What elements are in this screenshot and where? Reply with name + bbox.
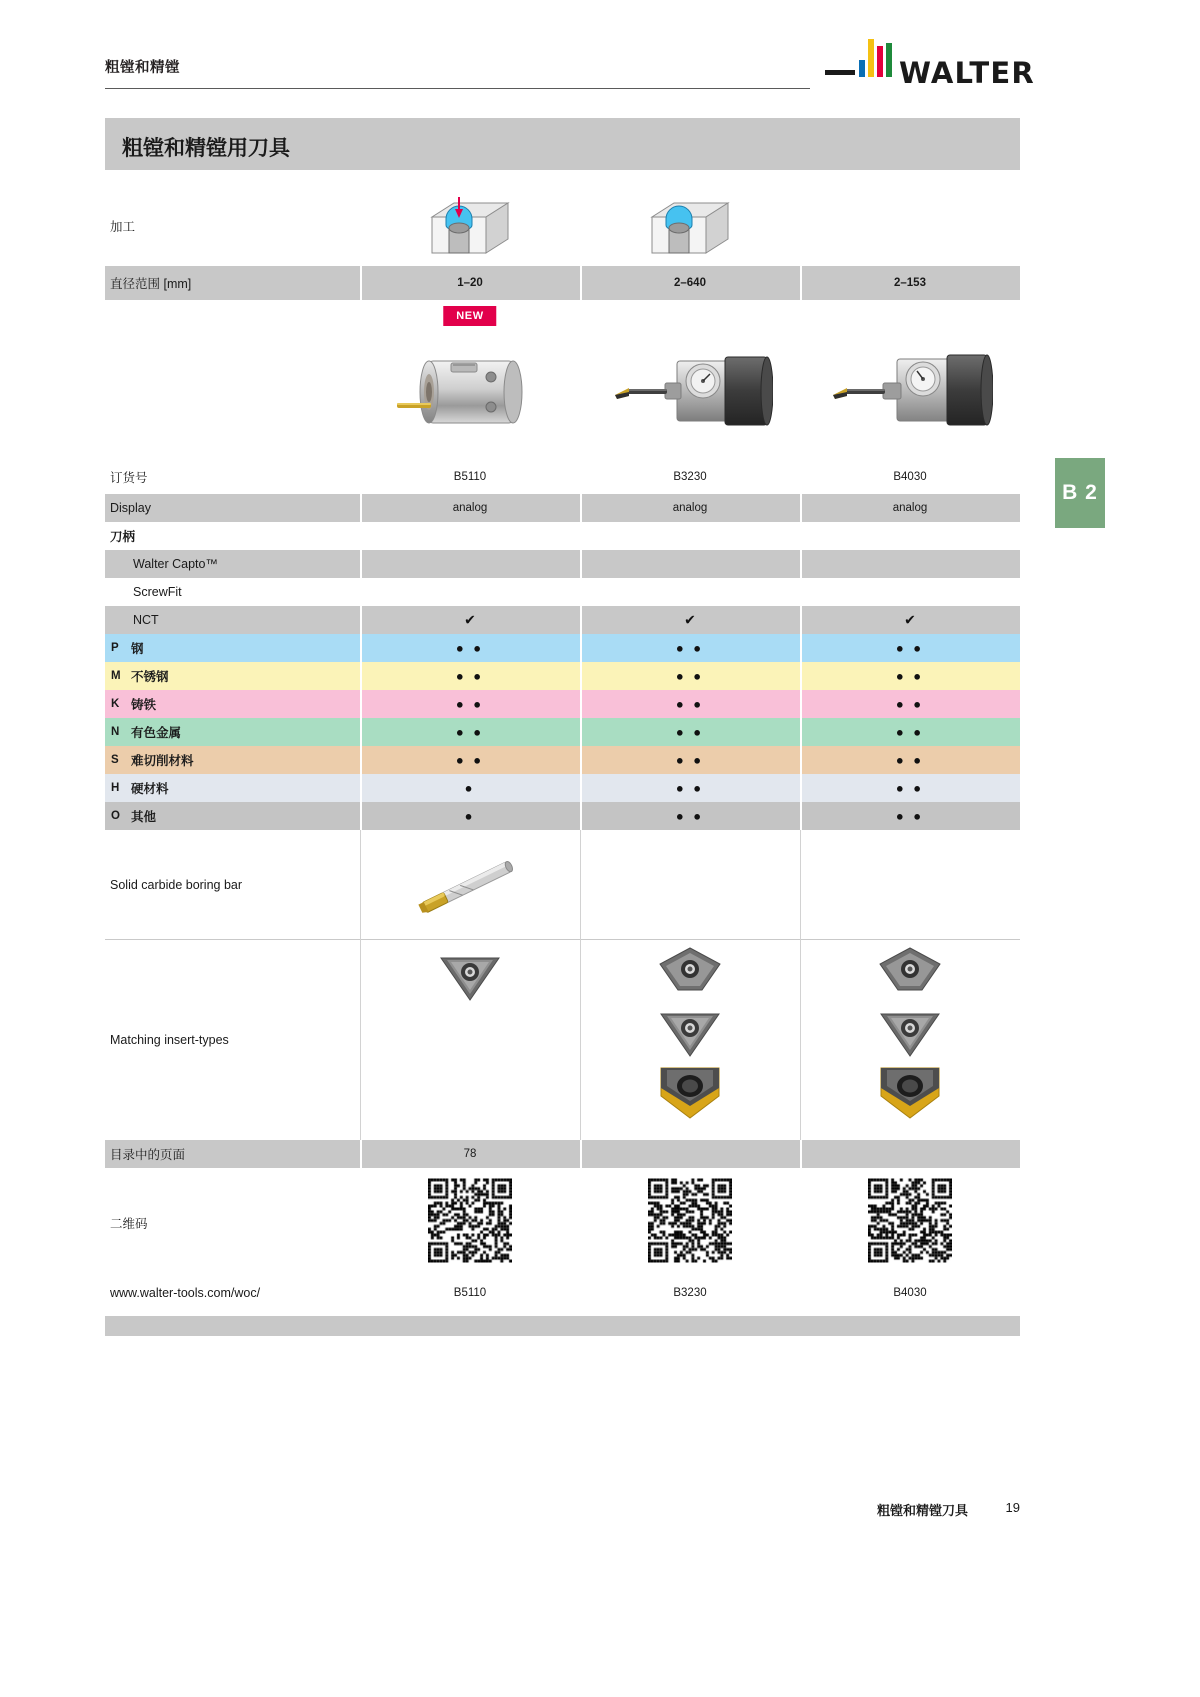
display-value-1: analog <box>452 502 488 514</box>
display-value-3: analog <box>892 502 928 514</box>
order-value-2: B3230 <box>673 471 707 483</box>
logo-dash-icon <box>825 70 855 75</box>
material-H-code: H <box>111 782 120 794</box>
woc-value-2: B3230 <box>673 1287 707 1299</box>
woc-cell-2 <box>580 1278 800 1308</box>
material-S-cell-3 <box>800 746 1020 774</box>
row-machining <box>105 186 1020 266</box>
material-H-cell-3 <box>800 774 1020 802</box>
material-N-value-2: ● ● <box>675 724 705 740</box>
material-M-value-1: ● ● <box>455 668 485 684</box>
material-O-cell-2 <box>580 802 800 830</box>
screwfit-cell-1 <box>360 578 580 606</box>
material-K-cell-2 <box>580 690 800 718</box>
insert-cell-2 <box>580 940 800 1140</box>
row-order-label: 订货号 <box>110 471 148 485</box>
qr-label-cell <box>105 1168 360 1278</box>
walter-capto-cell-3 <box>800 550 1020 578</box>
walter-capto-label: Walter Capto™ <box>133 557 218 571</box>
material-M-label-cell <box>105 662 360 690</box>
row-holder-heading <box>105 522 1020 550</box>
material-N-cell-2 <box>580 718 800 746</box>
diameter-cell-1 <box>360 266 580 300</box>
running-title: 粗镗和精镗 <box>105 60 180 76</box>
material-M-cell-1 <box>360 662 580 690</box>
page-title: 粗镗和精镗用刀具 <box>122 137 290 160</box>
woc-cell-3 <box>800 1278 1020 1308</box>
product-image-cell-3 <box>800 300 1020 460</box>
qr-cell-3 <box>800 1168 1020 1278</box>
material-N-value-3: ● ● <box>895 724 925 740</box>
row-screwfit <box>105 578 1020 606</box>
display-cell-2 <box>580 494 800 522</box>
product-photo-b4030 <box>827 343 993 443</box>
order-value-3: B4030 <box>893 471 927 483</box>
row-material-M <box>105 662 1020 690</box>
material-K-cell-3 <box>800 690 1020 718</box>
row-catalog-page <box>105 1140 1020 1168</box>
insert-cell-3 <box>800 940 1020 1140</box>
nct-cell-1 <box>360 606 580 634</box>
closing-band <box>105 1316 1020 1336</box>
material-P-cell-1 <box>360 634 580 662</box>
material-N-cell-3 <box>800 718 1020 746</box>
woc-label-cell <box>105 1278 360 1308</box>
material-N-name: 有色金属 <box>131 726 182 740</box>
insert-gold-2 <box>651 1062 729 1122</box>
diameter-cell-3 <box>800 266 1020 300</box>
order-value-1: B5110 <box>453 471 487 483</box>
screwfit-label-cell <box>105 578 360 606</box>
boring-bar-label-cell <box>105 830 360 940</box>
nct-label-cell <box>105 606 360 634</box>
insert-rhombic-3 <box>876 944 944 994</box>
material-O-value-2: ● ● <box>675 808 705 824</box>
material-H-cell-1 <box>360 774 580 802</box>
catalog-page-cell-3 <box>800 1140 1020 1168</box>
catalog-page-label-cell <box>105 1140 360 1168</box>
row-order-label-cell <box>105 460 360 494</box>
row-material-P <box>105 634 1020 662</box>
row-material-K <box>105 690 1020 718</box>
display-value-2: analog <box>672 502 708 514</box>
insert-cell-1 <box>360 940 580 1140</box>
boring-operation-icon-2 <box>644 195 736 257</box>
row-holder-label: 刀柄 <box>110 530 136 544</box>
material-S-name: 难切削材料 <box>131 754 194 768</box>
row-material-O <box>105 802 1020 830</box>
material-O-cell-3 <box>800 802 1020 830</box>
catalog-page-cell-1 <box>360 1140 580 1168</box>
row-machining-label-cell <box>105 186 360 266</box>
material-O-value-1: ● <box>464 808 476 824</box>
chapter-tab <box>1055 458 1105 528</box>
material-M-cell-2 <box>580 662 800 690</box>
boring-bar-cell-2 <box>580 830 800 940</box>
material-H-name: 硬材料 <box>131 782 169 796</box>
material-S-code: S <box>111 754 119 766</box>
material-O-code: O <box>111 810 120 822</box>
material-K-label-cell <box>105 690 360 718</box>
material-K-value-3: ● ● <box>895 696 925 712</box>
row-product-images <box>105 300 1020 460</box>
screwfit-label: ScrewFit <box>133 585 182 599</box>
material-M-value-2: ● ● <box>675 668 705 684</box>
material-N-cell-1 <box>360 718 580 746</box>
product-photo-b3230 <box>607 343 773 443</box>
material-M-name: 不锈钢 <box>131 670 169 684</box>
machining-icon-col-2 <box>580 186 800 266</box>
qr-code-b3230[interactable] <box>648 1179 732 1268</box>
material-S-cell-1 <box>360 746 580 774</box>
nct-value-2: ✔ <box>684 611 696 628</box>
row-diameter <box>105 266 1020 300</box>
order-cell-1 <box>360 460 580 494</box>
product-image-label-cell <box>105 300 360 460</box>
machining-icon-col-1 <box>360 186 580 266</box>
product-image-cell-1 <box>360 300 580 460</box>
footer-page-number: 19 <box>1005 1500 1020 1515</box>
chapter-tab-label: B 2 <box>1062 481 1098 504</box>
insert-gold-3 <box>871 1062 949 1122</box>
boring-bar-label: Solid carbide boring bar <box>110 878 243 892</box>
walter-capto-label-cell <box>105 550 360 578</box>
page-footer <box>105 1500 1020 1526</box>
woc-label[interactable]: www.walter-tools.com/woc/ <box>110 1286 261 1300</box>
material-P-label-cell <box>105 634 360 662</box>
material-P-value-1: ● ● <box>455 640 485 656</box>
catalog-page-cell-2 <box>580 1140 800 1168</box>
nct-label: NCT <box>133 613 159 627</box>
material-K-code: K <box>111 698 120 710</box>
walter-capto-cell-2 <box>580 550 800 578</box>
catalog-page-label: 目录中的页面 <box>110 1148 186 1162</box>
machining-icon-col-3 <box>800 186 1020 266</box>
material-S-cell-2 <box>580 746 800 774</box>
insert-triangle-2 <box>657 1002 723 1058</box>
row-walter-capto <box>105 550 1020 578</box>
row-display-label-cell <box>105 494 360 522</box>
row-woc <box>105 1278 1020 1308</box>
screwfit-cell-3 <box>800 578 1020 606</box>
woc-value-1: B5110 <box>453 1287 487 1299</box>
diameter-cell-2 <box>580 266 800 300</box>
material-N-label-cell <box>105 718 360 746</box>
material-H-label-cell <box>105 774 360 802</box>
display-cell-1 <box>360 494 580 522</box>
comparison-table <box>105 186 1020 1308</box>
diameter-value-1: 1–20 <box>457 277 483 289</box>
row-diameter-label-cell <box>105 266 360 300</box>
nct-cell-2 <box>580 606 800 634</box>
diameter-value-3: 2–153 <box>894 277 926 289</box>
material-S-value-2: ● ● <box>675 752 705 768</box>
material-K-value-2: ● ● <box>675 696 705 712</box>
logo-bars-icon <box>859 48 897 88</box>
row-material-S <box>105 746 1020 774</box>
display-cell-3 <box>800 494 1020 522</box>
nct-cell-3 <box>800 606 1020 634</box>
catalog-page-value-1: 78 <box>463 1148 477 1160</box>
material-H-value-1: ● <box>464 780 476 796</box>
material-K-value-1: ● ● <box>455 696 485 712</box>
material-O-cell-1 <box>360 802 580 830</box>
product-image-cell-2 <box>580 300 800 460</box>
row-boring-bar <box>105 830 1020 940</box>
insert-triangle-3 <box>877 1002 943 1058</box>
boring-operation-icon-1 <box>424 195 516 257</box>
qr-cell-1 <box>360 1168 580 1278</box>
product-photo-b5110 <box>395 341 545 445</box>
material-K-name: 铸铁 <box>131 698 157 712</box>
material-O-value-3: ● ● <box>895 808 925 824</box>
material-O-label-cell <box>105 802 360 830</box>
material-P-value-2: ● ● <box>675 640 705 656</box>
row-diameter-label: 直径范围 [mm] <box>110 277 192 291</box>
row-display <box>105 494 1020 522</box>
material-P-value-3: ● ● <box>895 640 925 656</box>
row-material-N <box>105 718 1020 746</box>
material-N-code: N <box>111 726 120 738</box>
material-M-value-3: ● ● <box>895 668 925 684</box>
boring-bar-cell-3 <box>800 830 1020 940</box>
row-display-label: Display <box>110 501 151 515</box>
diameter-value-2: 2–640 <box>674 277 706 289</box>
solid-carbide-boring-bar-image <box>405 850 535 920</box>
material-S-label-cell <box>105 746 360 774</box>
insert-label-cell <box>105 940 360 1140</box>
row-insert-types <box>105 940 1020 1140</box>
qr-code-b5110[interactable] <box>428 1179 512 1268</box>
insert-label: Matching insert-types <box>110 1033 229 1047</box>
nct-value-1: ✔ <box>464 611 476 628</box>
new-badge: NEW <box>443 306 496 326</box>
material-P-cell-2 <box>580 634 800 662</box>
row-qr-codes <box>105 1168 1020 1278</box>
screwfit-cell-2 <box>580 578 800 606</box>
material-M-cell-3 <box>800 662 1020 690</box>
walter-logo <box>825 48 1035 90</box>
footer-title: 粗镗和精镗刀具 <box>876 1503 968 1518</box>
row-material-H <box>105 774 1020 802</box>
header-rule <box>105 88 810 89</box>
insert-triangle-1 <box>437 946 503 1002</box>
order-cell-2 <box>580 460 800 494</box>
material-N-value-1: ● ● <box>455 724 485 740</box>
material-P-code: P <box>111 642 119 654</box>
order-cell-3 <box>800 460 1020 494</box>
logo-wordmark: WALTER <box>899 56 1035 90</box>
nct-value-3: ✔ <box>904 611 916 628</box>
qr-cell-2 <box>580 1168 800 1278</box>
woc-value-3: B4030 <box>893 1287 927 1299</box>
qr-code-b4030[interactable] <box>868 1179 952 1268</box>
page-header <box>105 48 1035 96</box>
walter-capto-cell-1 <box>360 550 580 578</box>
material-S-value-1: ● ● <box>455 752 485 768</box>
insert-rhombic-2 <box>656 944 724 994</box>
material-H-value-3: ● ● <box>895 780 925 796</box>
woc-cell-1 <box>360 1278 580 1308</box>
row-holder-label-cell <box>105 522 360 550</box>
material-K-cell-1 <box>360 690 580 718</box>
row-nct <box>105 606 1020 634</box>
material-P-cell-3 <box>800 634 1020 662</box>
row-machining-label: 加工 <box>110 220 136 234</box>
page-title-band <box>105 118 1020 170</box>
material-O-name: 其他 <box>131 810 157 824</box>
row-order-number <box>105 460 1020 494</box>
material-H-cell-2 <box>580 774 800 802</box>
qr-label: 二维码 <box>110 1217 148 1231</box>
material-S-value-3: ● ● <box>895 752 925 768</box>
material-H-value-2: ● ● <box>675 780 705 796</box>
material-M-code: M <box>111 670 121 682</box>
material-P-name: 钢 <box>131 642 144 656</box>
boring-bar-cell-1 <box>360 830 580 940</box>
